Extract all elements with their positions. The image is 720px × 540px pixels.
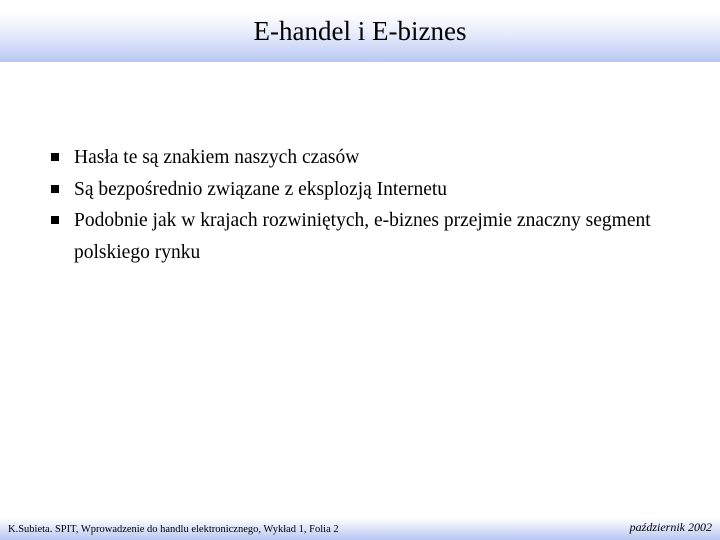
square-bullet-icon xyxy=(51,185,59,193)
bullet-text: Podobnie jak w krajach rozwiniętych, e-biznes przejmie znaczny segment polskiego rynku xyxy=(74,210,651,263)
bullet-item xyxy=(50,174,690,206)
footer-credits: K.Subieta. SPIT, Wprowadzenie do handlu elektronicznego, Wykład 1, Folia 2 xyxy=(8,524,339,535)
slide-title: E-handel i E-biznes xyxy=(253,16,467,46)
bullet-item xyxy=(50,142,690,174)
square-bullet-icon xyxy=(51,153,59,161)
bullet-item xyxy=(50,205,690,268)
bullet-text: Hasła te są znakiem naszych czasów xyxy=(74,147,360,168)
square-bullet-icon xyxy=(51,216,59,224)
bullet-list xyxy=(50,142,690,268)
bullet-text: Są bezpośrednio związane z eksplozją Internetu xyxy=(74,178,448,200)
footer-date: październik 2002 xyxy=(629,520,712,534)
